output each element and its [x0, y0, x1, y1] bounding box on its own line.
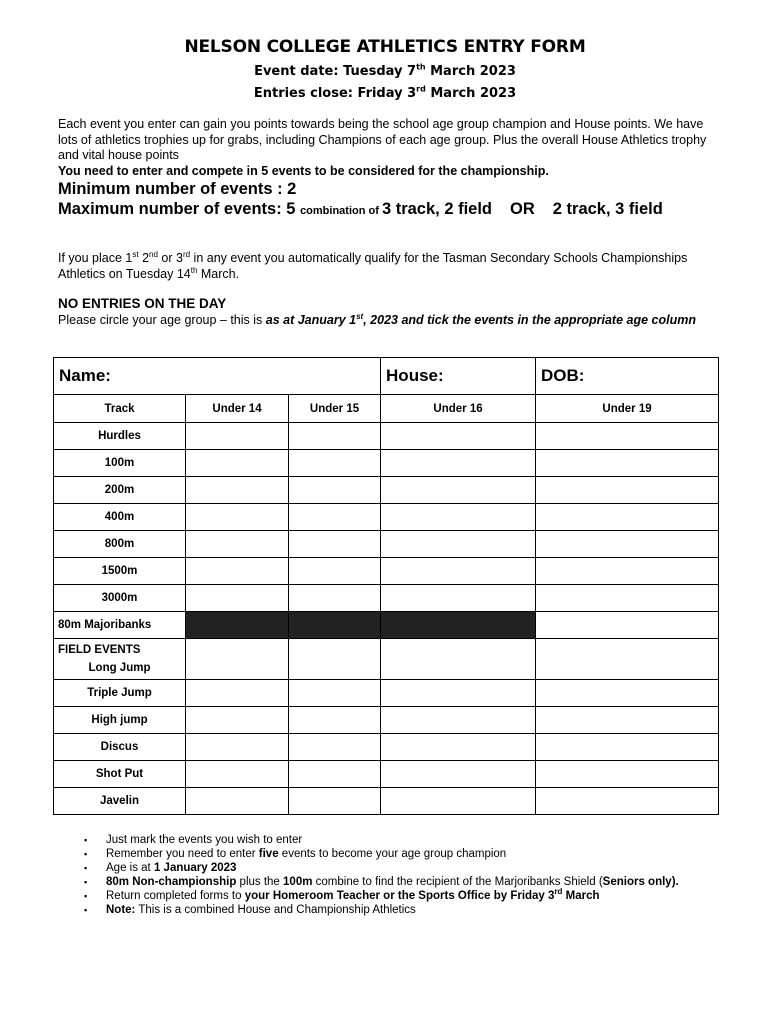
event-label: 100m [54, 450, 186, 477]
tick-cell[interactable] [381, 558, 536, 585]
tick-cell[interactable] [289, 680, 381, 707]
championship-requirement: You need to enter and compete in 5 events to be considered for the championship. [58, 163, 549, 178]
tick-cell[interactable] [536, 450, 719, 477]
blocked-cell [381, 612, 536, 639]
tick-cell[interactable] [536, 504, 719, 531]
tick-cell[interactable] [381, 423, 536, 450]
qualify-paragraph: If you place 1st 2nd or 3rd in any event you automatically qualify for the Tasman Secondary Schools Championships Athletics on Tuesday 14th March. [58, 249, 688, 281]
column-header-under-19: Under 19 [536, 395, 719, 423]
tick-cell[interactable] [536, 558, 719, 585]
tick-cell[interactable] [289, 477, 381, 504]
blocked-cell [289, 612, 381, 639]
event-label: Shot Put [54, 761, 186, 788]
tick-cell[interactable] [289, 504, 381, 531]
tick-cell[interactable] [289, 734, 381, 761]
tick-cell[interactable] [536, 477, 719, 504]
tick-cell[interactable] [289, 531, 381, 558]
event-label: High jump [54, 707, 186, 734]
tick-cell[interactable] [186, 639, 289, 680]
bullet-icon: ▪ [84, 835, 88, 845]
tick-cell[interactable] [186, 450, 289, 477]
tick-cell[interactable] [186, 477, 289, 504]
name-field[interactable] [54, 358, 381, 395]
event-row-80m-majoribanks [54, 612, 719, 639]
tick-cell[interactable] [536, 788, 719, 815]
tick-cell[interactable] [381, 450, 536, 477]
dob-field[interactable] [536, 358, 719, 395]
event-label: Triple Jump [54, 680, 186, 707]
tick-cell[interactable] [186, 585, 289, 612]
event-label: 200m [54, 477, 186, 504]
event-row-triple-jump [54, 680, 719, 707]
tick-cell[interactable] [536, 761, 719, 788]
tick-cell[interactable] [536, 612, 719, 639]
event-label: Long Jump [88, 662, 151, 674]
bullet-icon: ▪ [84, 863, 88, 873]
event-label: Javelin [54, 788, 186, 815]
event-row-1500m [54, 558, 719, 585]
notes-list [58, 833, 718, 917]
tick-cell[interactable] [381, 734, 536, 761]
field-events-heading: FIELD EVENTS [58, 644, 141, 656]
column-header-track: Track [54, 395, 186, 423]
list-item: ▪ 80m Non-championship plus the 100m combine to find the recipient of the Marjoribanks Shield (Seniors only). [84, 876, 679, 888]
entries-close: Entries close: Friday 3rd March 2023 [253, 84, 517, 101]
tick-cell[interactable] [536, 680, 719, 707]
tick-cell[interactable] [186, 734, 289, 761]
tick-cell[interactable] [289, 423, 381, 450]
tick-cell[interactable] [186, 504, 289, 531]
tick-cell[interactable] [381, 531, 536, 558]
tick-cell[interactable] [381, 707, 536, 734]
tick-cell[interactable] [289, 761, 381, 788]
list-item: ▪ Just mark the events you wish to enter [84, 834, 303, 846]
list-item: ▪ Remember you need to enter five events to become your age group champion [84, 848, 507, 860]
column-header-under-15: Under 15 [289, 395, 381, 423]
tick-cell[interactable] [186, 788, 289, 815]
event-label: Discus [54, 734, 186, 761]
tick-cell[interactable] [381, 477, 536, 504]
tick-cell[interactable] [186, 707, 289, 734]
event-row-100m [54, 450, 719, 477]
page-title: NELSON COLLEGE ATHLETICS ENTRY FORM [184, 37, 586, 57]
event-label: Hurdles [54, 423, 186, 450]
name-label: Name: [59, 366, 111, 385]
event-label: 3000m [54, 585, 186, 612]
tick-cell[interactable] [536, 734, 719, 761]
event-row-discus [54, 734, 719, 761]
age-group-instruction: Please circle your age group – this is as at January 1st, 2023 and tick the events in the appropriate age column [58, 311, 696, 327]
event-row-800m [54, 531, 719, 558]
tick-cell[interactable] [381, 680, 536, 707]
event-row-shot-put [54, 761, 719, 788]
tick-cell[interactable] [381, 504, 536, 531]
tick-cell[interactable] [186, 531, 289, 558]
tick-cell[interactable] [536, 707, 719, 734]
blocked-cell [186, 612, 289, 639]
tick-cell[interactable] [186, 761, 289, 788]
intro-paragraph: Each event you enter can gain you points towards being the school age group champion and House points. We have lots of athletics trophies up for grabs, including Champions of each age group. Plus the overall House Athletics trophy and vital house points You need to enter and compete in 5 events to be considered for the championship. [58, 117, 707, 178]
tick-cell[interactable] [381, 788, 536, 815]
maximum-events: Maximum number of events: 5 combination of 3 track, 2 field OR 2 track, 3 field [58, 200, 663, 218]
list-item: ▪ Return completed forms to your Homeroom Teacher or the Sports Office by Friday 3rd March [84, 887, 600, 902]
tick-cell[interactable] [536, 639, 719, 680]
field-events-cell [54, 639, 186, 680]
event-label: 1500m [54, 558, 186, 585]
tick-cell[interactable] [289, 788, 381, 815]
tick-cell[interactable] [186, 423, 289, 450]
dob-label: DOB: [541, 366, 585, 385]
event-row-3000m [54, 585, 719, 612]
event-label: 80m Majoribanks [54, 612, 186, 639]
list-item: ▪ Note: This is a combined House and Championship Athletics [84, 904, 416, 916]
tick-cell[interactable] [289, 450, 381, 477]
event-row-javelin [54, 788, 719, 815]
minimum-events: Minimum number of events : 2 [58, 180, 297, 198]
tick-cell[interactable] [381, 761, 536, 788]
event-label: 800m [54, 531, 186, 558]
tick-cell[interactable] [186, 680, 289, 707]
event-row-high-jump [54, 707, 719, 734]
event-row-hurdles [54, 423, 719, 450]
entry-table [53, 357, 719, 815]
tick-cell[interactable] [381, 585, 536, 612]
house-field[interactable] [381, 358, 536, 395]
event-row-400m [54, 504, 719, 531]
tick-cell[interactable] [536, 531, 719, 558]
tick-cell[interactable] [536, 585, 719, 612]
event-date: Event date: Tuesday 7th March 2023 [254, 62, 516, 79]
tick-cell[interactable] [289, 707, 381, 734]
tick-cell[interactable] [536, 423, 719, 450]
event-label: 400m [54, 504, 186, 531]
tick-cell[interactable] [289, 639, 381, 680]
list-item: ▪ Age is at 1 January 2023 [84, 862, 237, 874]
column-header-under-14: Under 14 [186, 395, 289, 423]
house-label: House: [386, 366, 444, 385]
tick-cell[interactable] [381, 639, 536, 680]
tick-cell[interactable] [186, 558, 289, 585]
bullet-icon: ▪ [84, 891, 88, 901]
no-entries-heading: NO ENTRIES ON THE DAY [58, 296, 227, 311]
tick-cell[interactable] [289, 585, 381, 612]
event-row-200m [54, 477, 719, 504]
bullet-icon: ▪ [84, 905, 88, 915]
event-row-long-jump [54, 639, 719, 680]
tick-cell[interactable] [289, 558, 381, 585]
column-header-under-16: Under 16 [381, 395, 536, 423]
bullet-icon: ▪ [84, 849, 88, 859]
bullet-icon: ▪ [84, 877, 88, 887]
